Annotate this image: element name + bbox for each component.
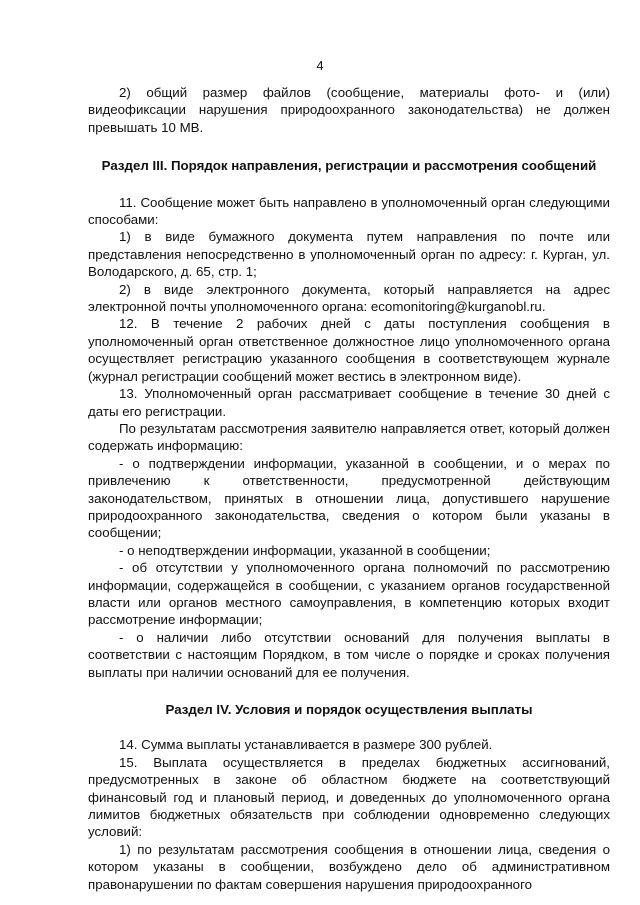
section-3-list-item: - о неподтверждении информации, указанной в сообщении; <box>119 542 491 558</box>
section-4-heading: Раздел IV. Условия и порядок осуществления выплаты <box>165 702 533 717</box>
section-3-paragraph: 13. Уполномоченный орган рассматривает сообщение в течение 30 дней с даты его регистрации. <box>88 386 610 419</box>
document-body <box>88 84 610 893</box>
section-4-paragraph: 14. Сумма выплаты устанавливается в размере 300 рублей. <box>119 737 493 753</box>
section-3-list-item: - о наличии либо отсутствии оснований для получения выплаты в соответствии с настоящим Порядком, в том числе о порядке и сроках получения выплаты при наличии оснований для ее получения. <box>88 629 610 680</box>
intro-paragraph: 2) общий размер файлов (сообщение, материалы фото- и (или) видеофиксации нарушения природоохранного законодательства) не должен превышать 10 МВ. <box>88 85 610 135</box>
section-3-paragraph: 12. В течение 2 рабочих дней с даты поступления сообщения в уполномоченный орган ответственное должностное лицо уполномоченного органа осуществляет регистрацию указанного сообщения в соответствующем журнале (журнал регистрации сообщений может вестись в электронном виде). <box>88 316 610 384</box>
section-4-paragraph: 15. Выплата осуществляется в пределах бюджетных ассигнований, предусмотренных в законе об областном бюджете на соответствующий финансовый год и плановый период, и доведенных до уполномоченного органа лимитов бюджетных обязательств при соблюдении одновременно следующих условий: <box>88 754 610 840</box>
section-3-paragraph: По результатам рассмотрения заявителю направляется ответ, который должен содержать информацию: <box>88 420 610 454</box>
section-3-heading: Раздел III. Порядок направления, регистрации и рассмотрения сообщений <box>101 158 597 174</box>
section-3-list-item: - об отсутствии у уполномоченного органа полномочий по рассмотрению информации, содержащейся в сообщении, с указанием органов государственной власти или органов местного самоуправления, в компетенцию которых входит рассмотрение информации; <box>88 560 610 628</box>
section-4-paragraph: 1) по результатам рассмотрения сообщения в отношении лица, сведения о котором указаны в сообщении, возбуждено дело об административном правонарушении по фактам совершения нарушения природоохранного <box>88 841 610 892</box>
section-3-paragraph: 1) в виде бумажного документа путем направления по почте или представления непосредственно в уполномоченный орган по адресу: г. Курган, ул. Володарского, д. 65, стр. 1; <box>88 229 610 280</box>
section-3-paragraph: 11. Сообщение может быть направлено в уполномоченный орган следующими способами: <box>88 194 610 228</box>
section-3-paragraph: 2) в виде электронного документа, который направляется на адрес электронной почты уполномоченного органа: ecomonitoring@kurganobl.ru. <box>88 281 610 315</box>
page-number: 4 <box>316 58 324 73</box>
section-3-list-item: - о подтверждении информации, указанной в сообщении, и о мерах по привлечению к ответственности, предусмотренной действующим законодательством, принятых в отношении лица, допустившего нарушение природоохранного законодательства, сведения о котором были указаны в сообщении; <box>88 455 610 541</box>
